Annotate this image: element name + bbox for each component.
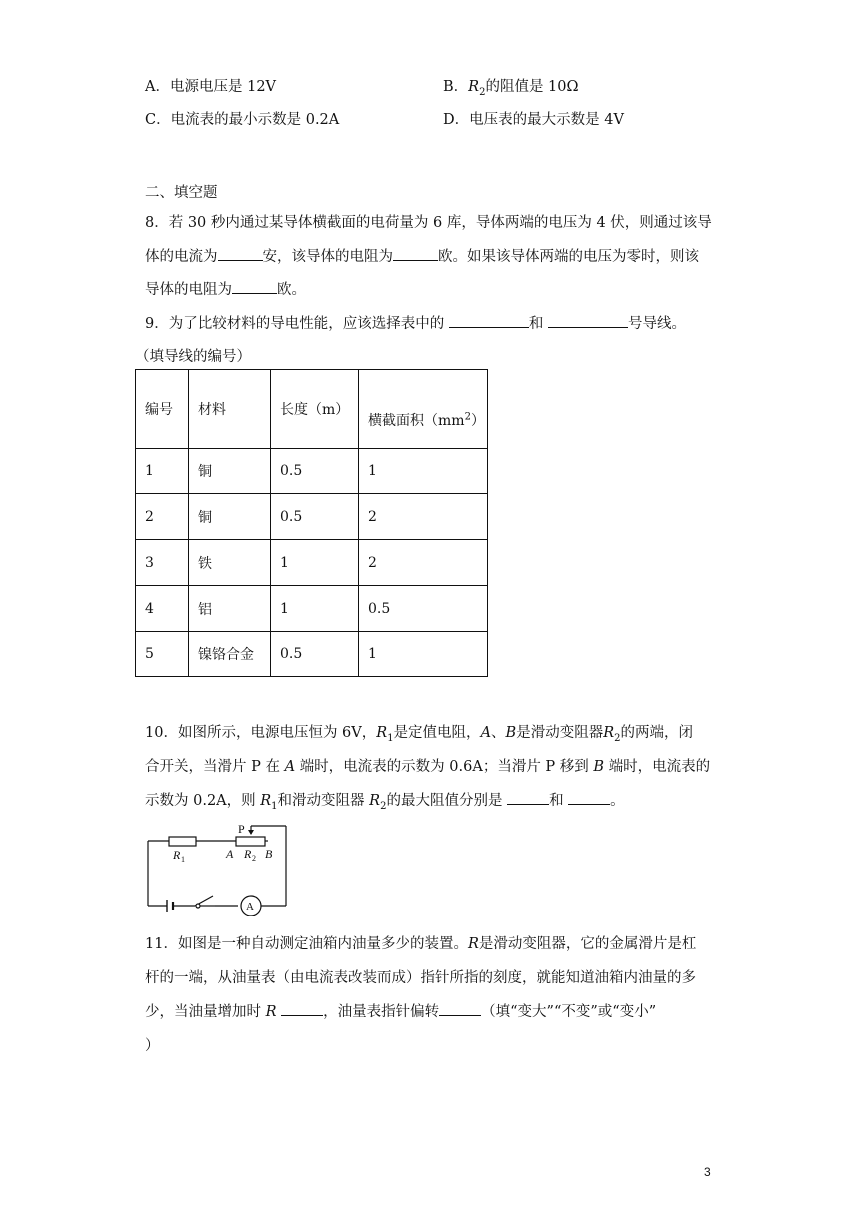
table-cell: 铝	[189, 586, 271, 632]
label-p: P	[238, 822, 245, 836]
table-cell: 0.5	[271, 449, 359, 494]
table-row	[136, 540, 488, 586]
q11-line3: 少，当油量增加时 R ，油量表指针偏转 （填“变大”“不变”或“变小”	[145, 1000, 656, 1021]
slider-arrow-icon	[248, 830, 254, 835]
table-cell: 镍铬合金	[189, 632, 271, 677]
q8-line3: 导体的电阻为 欧。	[145, 278, 306, 299]
q8-blank-3[interactable]	[232, 279, 277, 294]
q11-line4: ）	[145, 1038, 160, 1054]
table-cell: 0.5	[271, 494, 359, 540]
q9-line2: （填导线的编号）	[135, 349, 251, 365]
q11-line1: 11．如图是一种自动测定油箱内油量多少的装置。R是滑动变阻器，它的金属滑片是杠	[145, 936, 697, 952]
table-cell: 3	[136, 540, 189, 586]
option-b: B．$R_2$的阻值是 10Ω	[443, 79, 579, 98]
ammeter-label: A	[246, 901, 254, 913]
label-r1: R	[173, 848, 181, 862]
q9-blank-1[interactable]	[449, 313, 529, 328]
table-cell: 5	[136, 632, 189, 677]
table-cell: 4	[136, 586, 189, 632]
table-cell: 1	[271, 586, 359, 632]
q10-blank-1[interactable]	[507, 790, 549, 805]
label-b: B	[265, 847, 273, 861]
table-cell: 2	[359, 540, 488, 586]
table-cell: 铁	[189, 540, 271, 586]
table-row	[136, 586, 488, 632]
table-header-row	[136, 370, 488, 449]
table-cell: 铜	[189, 449, 271, 494]
table-cell: 0.5	[271, 632, 359, 677]
header-cell: 长度（m）	[271, 370, 359, 449]
q10-blank-2[interactable]	[568, 790, 610, 805]
rheostat-r2-icon	[236, 837, 265, 846]
table-cell: 1	[271, 540, 359, 586]
table-cell: 铜	[189, 494, 271, 540]
section-title: 二、填空题	[145, 185, 218, 201]
q10-line1: 10．如图所示，电源电压恒为 6V，$R_1$是定值电阻，A、B是滑动变阻器$R_2$的两端，闭	[145, 725, 693, 744]
label-a: A	[226, 847, 234, 861]
option-c: C．电流表的最小示数是 0.2A	[145, 112, 340, 128]
table-cell: 0.5	[359, 586, 488, 632]
q10-line3: 示数为 0.2A，则 $R_1$和滑动变阻器 $R_2$的最大阻值分别是 和 。	[145, 789, 625, 812]
table-cell: 2	[136, 494, 189, 540]
header-cell: 材料	[189, 370, 271, 449]
option-d: D．电压表的最大示数是 4V	[443, 112, 624, 128]
table-cell: 1	[359, 632, 488, 677]
q8-line2: 体的电流为 安，该导体的电阻为 欧。如果该导体两端的电压为零时，则该	[145, 245, 699, 266]
q9-blank-2[interactable]	[548, 313, 628, 328]
header-cell: 横截面积$(mm^2)$	[359, 370, 488, 449]
table-row	[136, 632, 488, 677]
q8-line1: 8．若 30 秒内通过某导体横截面的电荷量为 6 库，导体两端的电压为 4 伏，则通过该导	[145, 215, 712, 231]
header-cell: 编号	[136, 370, 189, 449]
table-cell: 1	[136, 449, 189, 494]
table-cell: 2	[359, 494, 488, 540]
wire-table	[135, 369, 488, 677]
label-r2: R	[244, 847, 252, 861]
table-row	[136, 449, 488, 494]
circuit-diagram	[138, 820, 298, 916]
table-row	[136, 494, 488, 540]
q8-blank-2[interactable]	[393, 246, 438, 261]
page-number: 3	[704, 1165, 711, 1179]
label-r2-sub: 2	[252, 854, 256, 863]
q11-line2: 杆的一端，从油量表（由电流表改装而成）指针所指的刻度，就能知道油箱内油量的多	[145, 970, 696, 986]
q10-line2: 合开关，当滑片 P 在 A 端时，电流表的示数为 0.6A；当滑片 P 移到 B 端时，电流表的	[145, 759, 711, 775]
option-a: A．电源电压是 12V	[145, 79, 277, 95]
label-r1-sub: 1	[181, 855, 185, 864]
q11-blank-1[interactable]	[281, 1001, 323, 1016]
q11-blank-2[interactable]	[439, 1001, 481, 1016]
resistor-r1-icon	[169, 837, 196, 846]
q8-blank-1[interactable]	[218, 246, 263, 261]
q9-line1: 9．为了比较材料的导电性能，应该选择表中的 和 号导线。	[145, 312, 686, 333]
table-cell: 1	[359, 449, 488, 494]
